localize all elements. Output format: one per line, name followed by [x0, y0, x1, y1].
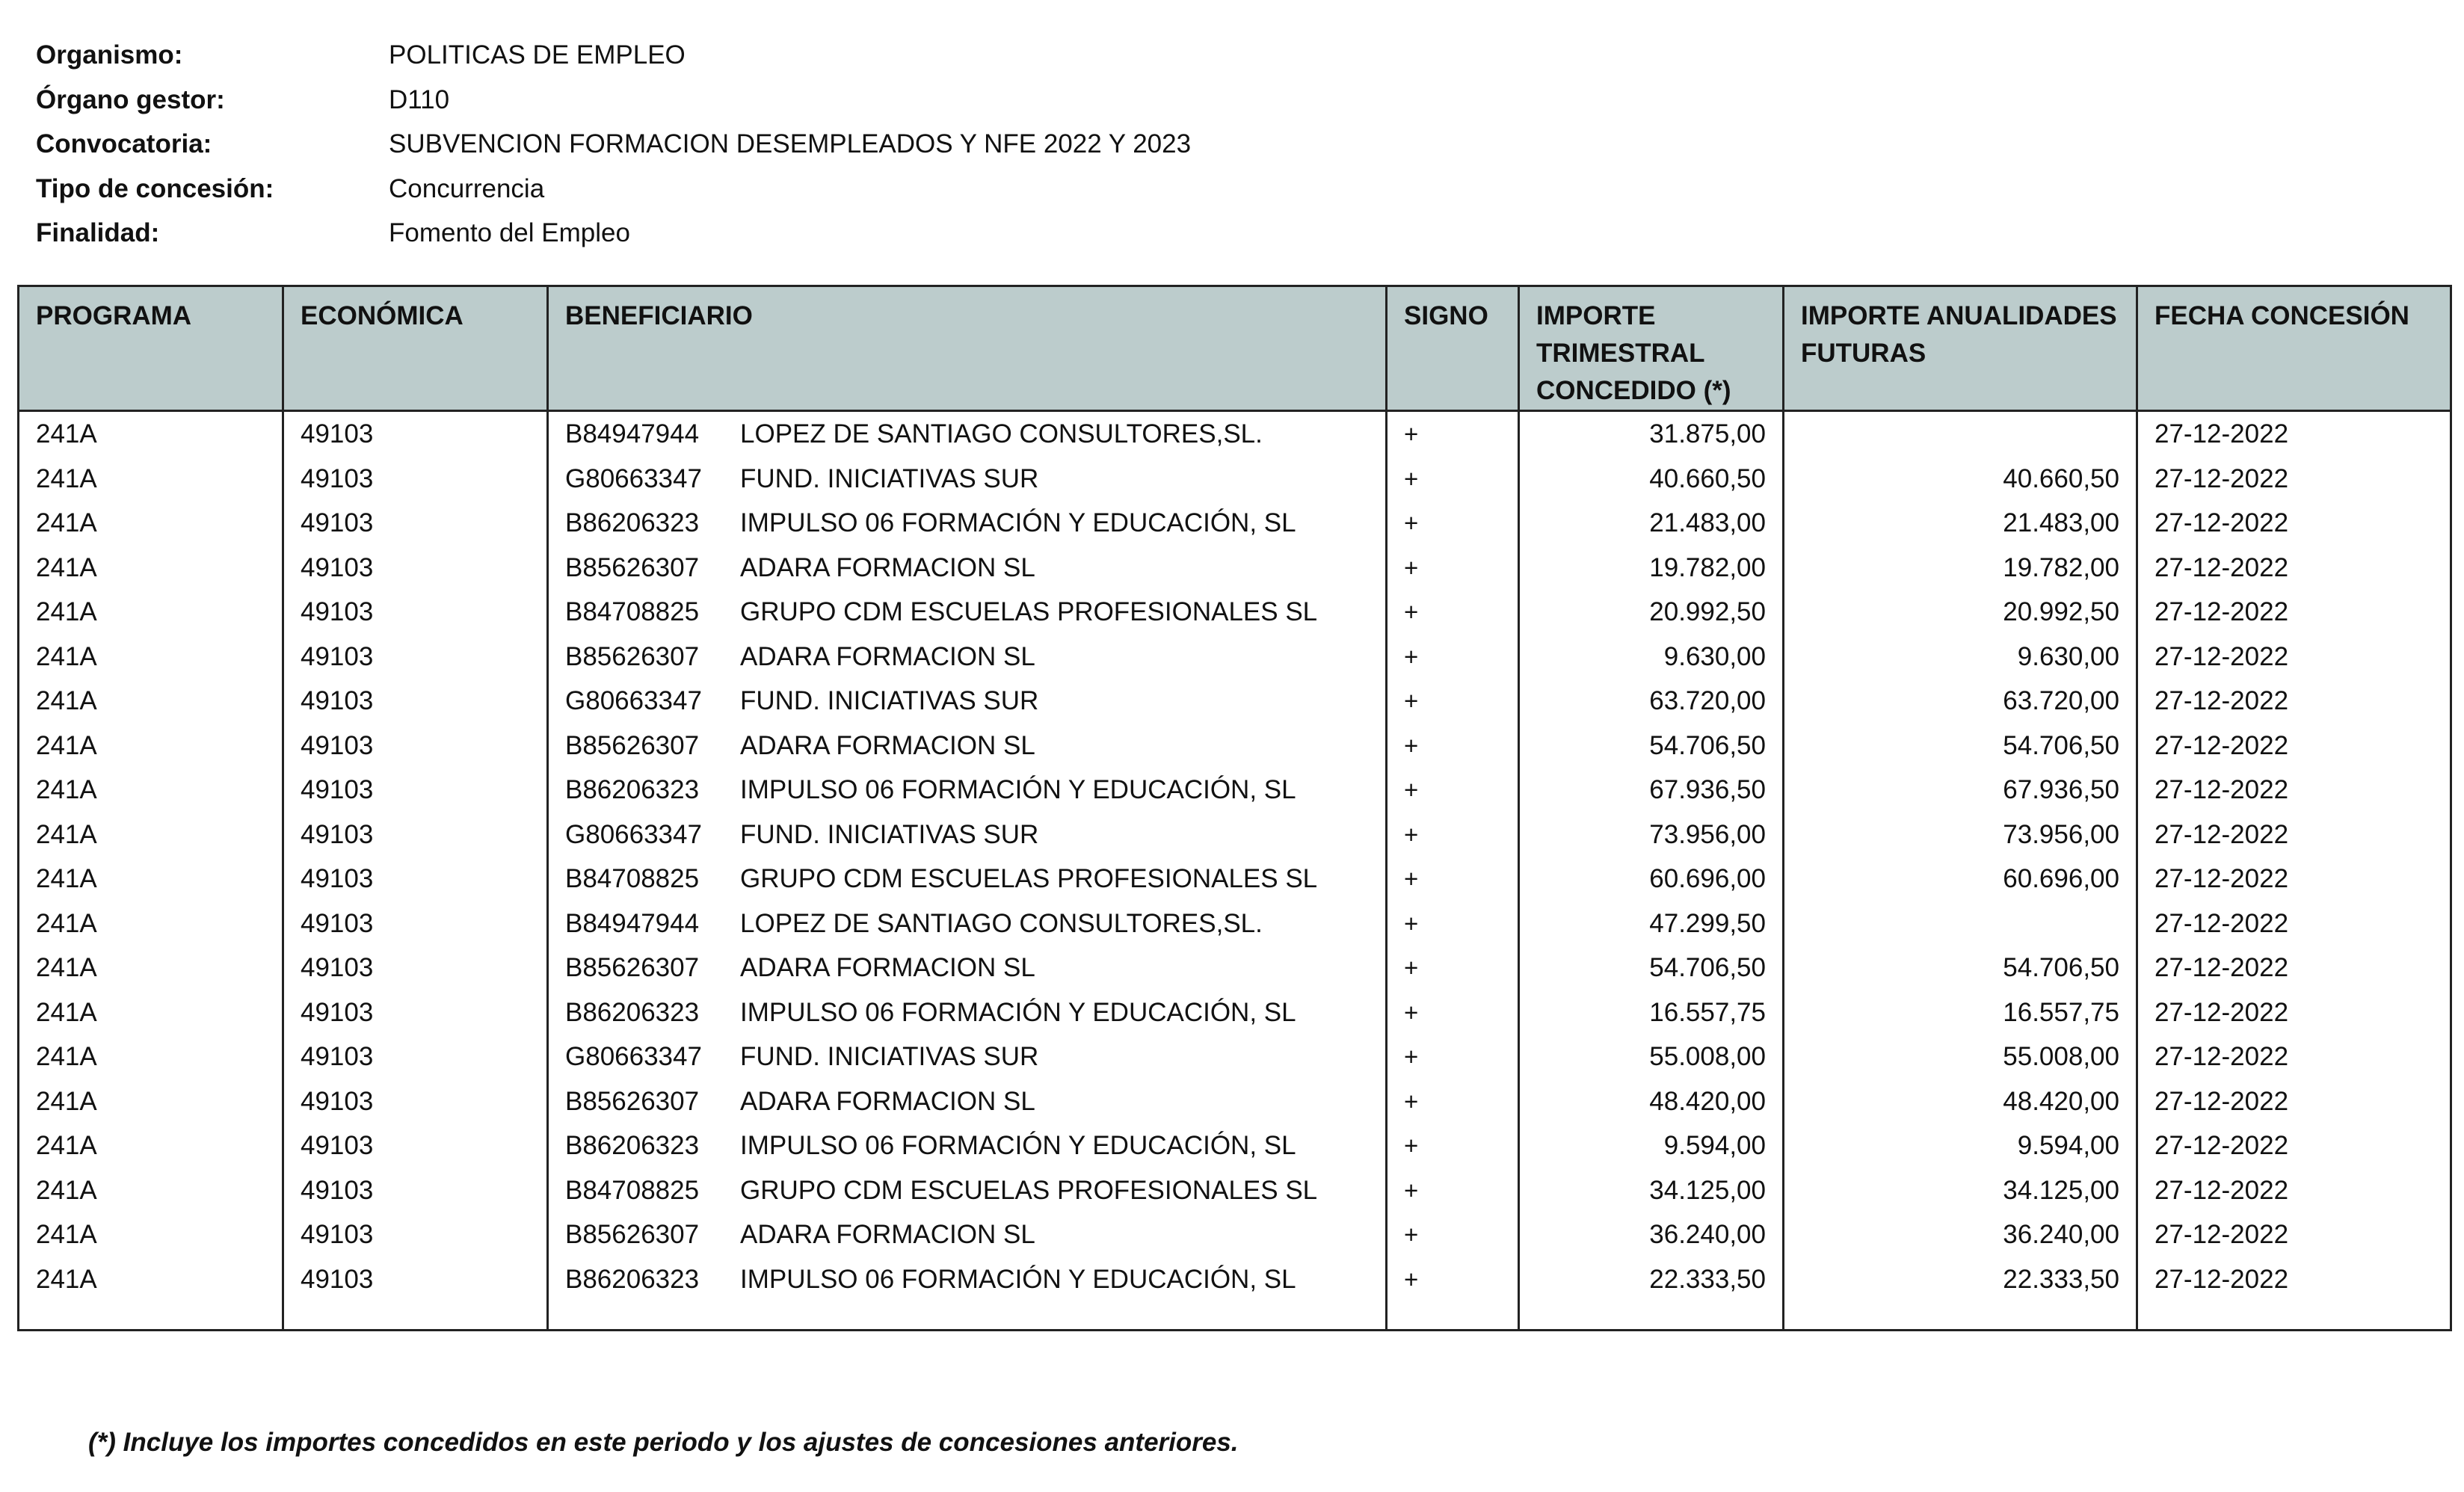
cell-programa: 241A: [19, 1257, 283, 1302]
cell-fecha: 27-12-2022: [2137, 1212, 2451, 1257]
beneficiario-nombre: IMPULSO 06 FORMACIÓN Y EDUCACIÓN, SL: [740, 1131, 1296, 1160]
cell-fecha: 27-12-2022: [2137, 1079, 2451, 1124]
cell-programa: 241A: [19, 501, 283, 546]
cell-importe-trimestral: 9.594,00: [1519, 1123, 1784, 1168]
finalidad-label: Finalidad:: [36, 218, 160, 247]
cell-importe-trimestral: 60.696,00: [1519, 857, 1784, 901]
tipo-concesion-value: Concurrencia: [389, 173, 545, 203]
table-filler-row: [19, 1301, 2451, 1331]
cell-fecha: 27-12-2022: [2137, 1168, 2451, 1213]
cell-programa: 241A: [19, 679, 283, 724]
grants-table: [17, 285, 2452, 1331]
cell-programa: 241A: [19, 635, 283, 679]
beneficiario-nombre: FUND. INICIATIVAS SUR: [740, 1042, 1039, 1071]
cell-importe-futuras: 67.936,50: [1784, 768, 2137, 813]
organo-gestor-value: D110: [389, 84, 450, 114]
column-header-programa: PROGRAMA: [19, 286, 283, 411]
beneficiario-cif: B86206323: [565, 775, 700, 804]
beneficiario-cif: B86206323: [565, 1264, 700, 1294]
convocatoria-label: Convocatoria:: [36, 129, 212, 158]
cell-programa: 241A: [19, 901, 283, 946]
cell-programa: 241A: [19, 1079, 283, 1124]
cell-beneficiario: [548, 1168, 1387, 1213]
filler-cell: [1519, 1301, 1784, 1331]
cell-programa: 241A: [19, 857, 283, 901]
beneficiario-cif: B86206323: [565, 997, 700, 1027]
table-row: [19, 768, 2451, 813]
cell-beneficiario: [548, 946, 1387, 990]
cell-importe-trimestral: 19.782,00: [1519, 546, 1784, 591]
cell-fecha: 27-12-2022: [2137, 768, 2451, 813]
cell-economica: 49103: [283, 857, 548, 901]
cell-economica: 49103: [283, 768, 548, 813]
cell-signo: +: [1387, 411, 1519, 457]
beneficiario-cif: G80663347: [565, 686, 702, 715]
cell-importe-futuras: 9.594,00: [1784, 1123, 2137, 1168]
cell-importe-trimestral: 63.720,00: [1519, 679, 1784, 724]
cell-economica: 49103: [283, 946, 548, 990]
cell-importe-trimestral: 34.125,00: [1519, 1168, 1784, 1213]
cell-importe-trimestral: 67.936,50: [1519, 768, 1784, 813]
table-row: [19, 813, 2451, 857]
cell-importe-trimestral: 73.956,00: [1519, 813, 1784, 857]
cell-fecha: 27-12-2022: [2137, 679, 2451, 724]
beneficiario-cif: G80663347: [565, 463, 702, 493]
beneficiario-cif: G80663347: [565, 1042, 702, 1071]
cell-beneficiario: [548, 1212, 1387, 1257]
beneficiario-nombre: LOPEZ DE SANTIAGO CONSULTORES,SL.: [740, 908, 1263, 938]
cell-importe-futuras: 22.333,50: [1784, 1257, 2137, 1302]
table-row: [19, 724, 2451, 768]
column-header-economica: ECONÓMICA: [283, 286, 548, 411]
table-row: [19, 1079, 2451, 1124]
cell-importe-trimestral: 21.483,00: [1519, 501, 1784, 546]
beneficiario-nombre: ADARA FORMACION SL: [740, 730, 1035, 760]
cell-beneficiario: [548, 724, 1387, 768]
beneficiario-nombre: ADARA FORMACION SL: [740, 552, 1035, 582]
filler-cell: [283, 1301, 548, 1331]
cell-signo: +: [1387, 901, 1519, 946]
beneficiario-nombre: FUND. INICIATIVAS SUR: [740, 686, 1039, 715]
footnote: (*) Incluye los importes concedidos en este periodo y los ajustes de concesiones anteriores.: [88, 1428, 1239, 1457]
beneficiario-cif: B85626307: [565, 1220, 700, 1249]
cell-economica: 49103: [283, 1079, 548, 1124]
cell-signo: +: [1387, 1079, 1519, 1124]
cell-programa: 241A: [19, 457, 283, 502]
cell-economica: 49103: [283, 501, 548, 546]
cell-fecha: 27-12-2022: [2137, 946, 2451, 990]
cell-importe-futuras: 19.782,00: [1784, 546, 2137, 591]
cell-beneficiario: [548, 1257, 1387, 1302]
cell-importe-futuras: 54.706,50: [1784, 946, 2137, 990]
cell-signo: +: [1387, 590, 1519, 635]
cell-programa: 241A: [19, 813, 283, 857]
column-header-beneficiario: BENEFICIARIO: [548, 286, 1387, 411]
cell-beneficiario: [548, 679, 1387, 724]
column-header-importe-futuras: IMPORTE ANUALIDADES FUTURAS: [1784, 286, 2137, 411]
cell-fecha: 27-12-2022: [2137, 590, 2451, 635]
beneficiario-nombre: IMPULSO 06 FORMACIÓN Y EDUCACIÓN, SL: [740, 508, 1296, 537]
cell-signo: +: [1387, 457, 1519, 502]
cell-importe-trimestral: 47.299,50: [1519, 901, 1784, 946]
beneficiario-cif: G80663347: [565, 819, 702, 849]
table-row: [19, 501, 2451, 546]
cell-signo: +: [1387, 1035, 1519, 1079]
cell-beneficiario: [548, 501, 1387, 546]
filler-cell: [1387, 1301, 1519, 1331]
cell-importe-futuras: 20.992,50: [1784, 590, 2137, 635]
organismo-label: Organismo:: [36, 40, 183, 70]
convocatoria-value: SUBVENCION FORMACION DESEMPLEADOS Y NFE 2022 Y 2023: [389, 129, 1192, 158]
cell-importe-trimestral: 40.660,50: [1519, 457, 1784, 502]
cell-importe-trimestral: 9.630,00: [1519, 635, 1784, 679]
beneficiario-nombre: LOPEZ DE SANTIAGO CONSULTORES,SL.: [740, 419, 1263, 448]
cell-fecha: 27-12-2022: [2137, 813, 2451, 857]
cell-beneficiario: [548, 457, 1387, 502]
organo-gestor-label: Órgano gestor:: [36, 84, 225, 114]
tipo-concesion-label: Tipo de concesión:: [36, 173, 274, 203]
cell-beneficiario: [548, 990, 1387, 1035]
cell-fecha: 27-12-2022: [2137, 857, 2451, 901]
cell-economica: 49103: [283, 1257, 548, 1302]
cell-beneficiario: [548, 635, 1387, 679]
table-row: [19, 990, 2451, 1035]
cell-signo: +: [1387, 768, 1519, 813]
cell-signo: +: [1387, 946, 1519, 990]
cell-economica: 49103: [283, 679, 548, 724]
cell-signo: +: [1387, 724, 1519, 768]
cell-signo: +: [1387, 857, 1519, 901]
cell-importe-futuras: 9.630,00: [1784, 635, 2137, 679]
table-row: [19, 901, 2451, 946]
cell-signo: +: [1387, 1257, 1519, 1302]
beneficiario-cif: B86206323: [565, 508, 700, 537]
table-row: [19, 635, 2451, 679]
cell-fecha: 27-12-2022: [2137, 901, 2451, 946]
beneficiario-nombre: ADARA FORMACION SL: [740, 1086, 1035, 1116]
table-row: [19, 857, 2451, 901]
table-header: [19, 286, 2451, 411]
cell-importe-futuras: 54.706,50: [1784, 724, 2137, 768]
cell-programa: 241A: [19, 946, 283, 990]
cell-programa: 241A: [19, 768, 283, 813]
cell-importe-trimestral: 22.333,50: [1519, 1257, 1784, 1302]
cell-economica: 49103: [283, 901, 548, 946]
cell-economica: 49103: [283, 990, 548, 1035]
beneficiario-cif: B84708825: [565, 1175, 700, 1205]
cell-importe-futuras: 34.125,00: [1784, 1168, 2137, 1213]
table-row: [19, 1212, 2451, 1257]
beneficiario-nombre: FUND. INICIATIVAS SUR: [740, 463, 1039, 493]
filler-cell: [2137, 1301, 2451, 1331]
cell-programa: 241A: [19, 1212, 283, 1257]
organismo-value: POLITICAS DE EMPLEO: [389, 40, 686, 70]
beneficiario-cif: B84708825: [565, 864, 700, 893]
table-row: [19, 546, 2451, 591]
cell-signo: +: [1387, 990, 1519, 1035]
cell-economica: 49103: [283, 546, 548, 591]
header-row: [19, 286, 2451, 411]
beneficiario-nombre: ADARA FORMACION SL: [740, 641, 1035, 671]
table-row: [19, 679, 2451, 724]
cell-beneficiario: [548, 1079, 1387, 1124]
cell-signo: +: [1387, 1212, 1519, 1257]
cell-fecha: 27-12-2022: [2137, 411, 2451, 457]
cell-signo: +: [1387, 501, 1519, 546]
cell-beneficiario: [548, 901, 1387, 946]
cell-programa: 241A: [19, 411, 283, 457]
cell-beneficiario: [548, 1123, 1387, 1168]
cell-importe-futuras: 16.557,75: [1784, 990, 2137, 1035]
cell-programa: 241A: [19, 990, 283, 1035]
cell-importe-trimestral: 20.992,50: [1519, 590, 1784, 635]
filler-cell: [548, 1301, 1387, 1331]
cell-importe-trimestral: 16.557,75: [1519, 990, 1784, 1035]
cell-fecha: 27-12-2022: [2137, 1035, 2451, 1079]
cell-fecha: 27-12-2022: [2137, 546, 2451, 591]
cell-beneficiario: [548, 1035, 1387, 1079]
cell-beneficiario: [548, 857, 1387, 901]
cell-importe-futuras: [1784, 411, 2137, 457]
cell-importe-futuras: 60.696,00: [1784, 857, 2137, 901]
beneficiario-cif: B85626307: [565, 730, 700, 760]
cell-economica: 49103: [283, 590, 548, 635]
cell-programa: 241A: [19, 546, 283, 591]
cell-importe-futuras: 55.008,00: [1784, 1035, 2137, 1079]
cell-importe-futuras: 40.660,50: [1784, 457, 2137, 502]
column-header-importe-trimestral: IMPORTE TRIMESTRAL CONCEDIDO (*): [1519, 286, 1784, 411]
table-row: [19, 1035, 2451, 1079]
beneficiario-nombre: FUND. INICIATIVAS SUR: [740, 819, 1039, 849]
cell-economica: 49103: [283, 724, 548, 768]
cell-economica: 49103: [283, 1212, 548, 1257]
cell-signo: +: [1387, 1123, 1519, 1168]
cell-importe-trimestral: 55.008,00: [1519, 1035, 1784, 1079]
cell-programa: 241A: [19, 590, 283, 635]
cell-economica: 49103: [283, 411, 548, 457]
cell-economica: 49103: [283, 457, 548, 502]
beneficiario-cif: B85626307: [565, 641, 700, 671]
cell-importe-futuras: [1784, 901, 2137, 946]
finalidad-value: Fomento del Empleo: [389, 218, 630, 247]
cell-importe-futuras: 73.956,00: [1784, 813, 2137, 857]
cell-fecha: 27-12-2022: [2137, 457, 2451, 502]
cell-importe-trimestral: 31.875,00: [1519, 411, 1784, 457]
cell-signo: +: [1387, 546, 1519, 591]
cell-fecha: 27-12-2022: [2137, 501, 2451, 546]
cell-beneficiario: [548, 813, 1387, 857]
beneficiario-nombre: IMPULSO 06 FORMACIÓN Y EDUCACIÓN, SL: [740, 775, 1296, 804]
cell-importe-futuras: 48.420,00: [1784, 1079, 2137, 1124]
cell-programa: 241A: [19, 724, 283, 768]
table-row: [19, 1168, 2451, 1213]
cell-programa: 241A: [19, 1123, 283, 1168]
cell-economica: 49103: [283, 635, 548, 679]
beneficiario-cif: B85626307: [565, 552, 700, 582]
beneficiario-nombre: GRUPO CDM ESCUELAS PROFESIONALES SL: [740, 864, 1318, 893]
cell-economica: 49103: [283, 813, 548, 857]
cell-signo: +: [1387, 679, 1519, 724]
column-header-fecha: FECHA CONCESIÓN: [2137, 286, 2451, 411]
cell-fecha: 27-12-2022: [2137, 1123, 2451, 1168]
cell-importe-trimestral: 48.420,00: [1519, 1079, 1784, 1124]
cell-importe-trimestral: 54.706,50: [1519, 946, 1784, 990]
cell-importe-trimestral: 36.240,00: [1519, 1212, 1784, 1257]
table-row: [19, 411, 2451, 457]
beneficiario-nombre: GRUPO CDM ESCUELAS PROFESIONALES SL: [740, 1175, 1318, 1205]
beneficiario-nombre: ADARA FORMACION SL: [740, 953, 1035, 982]
cell-importe-futuras: 63.720,00: [1784, 679, 2137, 724]
beneficiario-nombre: IMPULSO 06 FORMACIÓN Y EDUCACIÓN, SL: [740, 1264, 1296, 1294]
cell-fecha: 27-12-2022: [2137, 724, 2451, 768]
cell-signo: +: [1387, 813, 1519, 857]
cell-programa: 241A: [19, 1035, 283, 1079]
cell-importe-trimestral: 54.706,50: [1519, 724, 1784, 768]
table-row: [19, 590, 2451, 635]
table-row: [19, 457, 2451, 502]
beneficiario-cif: B84708825: [565, 597, 700, 626]
beneficiario-cif: B84947944: [565, 908, 700, 938]
beneficiario-nombre: IMPULSO 06 FORMACIÓN Y EDUCACIÓN, SL: [740, 997, 1296, 1027]
beneficiario-nombre: GRUPO CDM ESCUELAS PROFESIONALES SL: [740, 597, 1318, 626]
cell-economica: 49103: [283, 1035, 548, 1079]
beneficiario-cif: B84947944: [565, 419, 700, 448]
beneficiario-cif: B85626307: [565, 1086, 700, 1116]
beneficiario-cif: B86206323: [565, 1131, 700, 1160]
cell-beneficiario: [548, 768, 1387, 813]
filler-cell: [1784, 1301, 2137, 1331]
column-header-signo: SIGNO: [1387, 286, 1519, 411]
cell-beneficiario: [548, 411, 1387, 457]
filler-cell: [19, 1301, 283, 1331]
cell-economica: 49103: [283, 1123, 548, 1168]
cell-fecha: 27-12-2022: [2137, 635, 2451, 679]
beneficiario-nombre: ADARA FORMACION SL: [740, 1220, 1035, 1249]
cell-importe-futuras: 21.483,00: [1784, 501, 2137, 546]
table-row: [19, 1257, 2451, 1302]
cell-programa: 241A: [19, 1168, 283, 1213]
cell-signo: +: [1387, 1168, 1519, 1213]
cell-signo: +: [1387, 635, 1519, 679]
cell-importe-futuras: 36.240,00: [1784, 1212, 2137, 1257]
cell-economica: 49103: [283, 1168, 548, 1213]
cell-fecha: 27-12-2022: [2137, 990, 2451, 1035]
cell-beneficiario: [548, 590, 1387, 635]
table-row: [19, 1123, 2451, 1168]
table-row: [19, 946, 2451, 990]
beneficiario-cif: B85626307: [565, 953, 700, 982]
cell-fecha: 27-12-2022: [2137, 1257, 2451, 1302]
table-body: [19, 411, 2451, 1331]
cell-beneficiario: [548, 546, 1387, 591]
